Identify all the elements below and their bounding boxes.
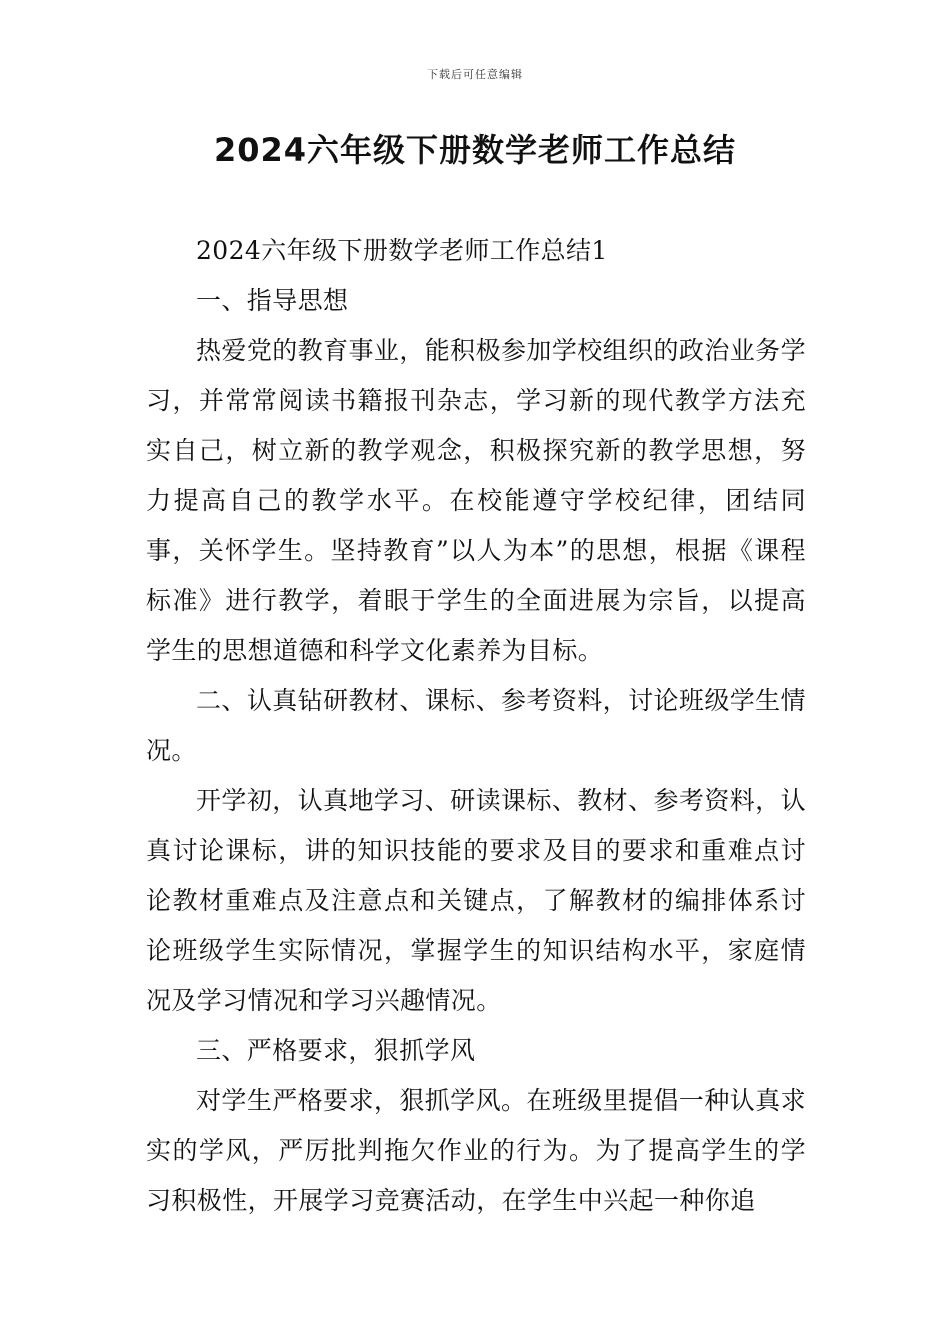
- header-note: 下载后可任意编辑: [427, 68, 523, 81]
- heading-study-materials: 二、认真钻研教材、课标、参考资料，讨论班级学生情况。: [146, 686, 806, 765]
- section-subtitle: 2024六年级下册数学老师工作总结1: [196, 236, 608, 265]
- paragraph: 开学初，认真地学习、研读课标、教材、参考资料，认真讨论课标，讲的知识技能的要求及目的要求和重难点讨论教材重难点及注意点和关键点，了解教材的编排体系讨论班级学生实际情况，掌握学生的知识结构水平，家庭情况及学习情况和学习兴趣情况。: [146, 786, 806, 1015]
- document-title: 2024六年级下册数学老师工作总结: [213, 131, 737, 169]
- paragraph: 对学生严格要求，狠抓学风。在班级里提倡一种认真求实的学风，严厉批判拖欠作业的行为。为了提高学生的学习积极性，开展学习竞赛活动，在学生中兴起一种你追: [146, 1086, 806, 1215]
- heading-strict-requirements: 三、严格要求，狠抓学风: [196, 1036, 476, 1065]
- paragraph: 热爱党的教育事业，能积极参加学校组织的政治业务学习，并常常阅读书籍报刊杂志，学习新的现代教学方法充实自己，树立新的教学观念，积极探究新的教学思想，努力提高自己的教学水平。在校能遵守学校纪律，团结同事，关怀学生。坚持教育”以人为本”的思想，根据《课程标准》进行教学，着眼于学生的全面进展为宗旨，以提高学生的思想道德和科学文化素养为目标。: [146, 336, 806, 665]
- heading-guiding-ideology: 一、指导思想: [196, 286, 349, 315]
- document-body: [146, 226, 806, 1226]
